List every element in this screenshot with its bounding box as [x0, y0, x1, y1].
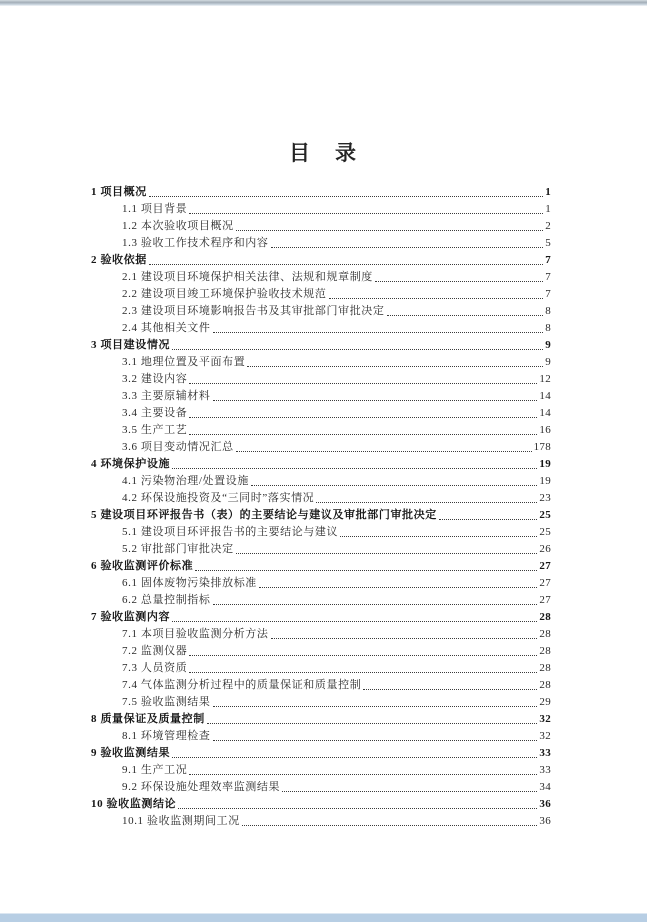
toc-entry[interactable]: [91, 489, 551, 506]
toc-entry-page-number: 27: [539, 560, 551, 572]
toc-entry-label: 7.5 验收监测结果: [122, 696, 211, 708]
toc-entry[interactable]: [91, 540, 551, 557]
toc-entry[interactable]: [91, 353, 551, 370]
toc-entry-label: 8.1 环境管理检查: [122, 730, 211, 742]
toc-entry[interactable]: [91, 217, 551, 234]
toc-entry-page-number: 16: [539, 424, 551, 436]
leader-dots: [363, 689, 537, 690]
toc-entry-label: 4.1 污染物治理/处置设施: [122, 475, 249, 487]
toc-entry-label: 3.4 主要设备: [122, 407, 188, 419]
toc-entry-label: 5 建设项目环评报告书（表）的主要结论与建议及审批部门审批决定: [91, 509, 437, 521]
toc-entry-page-number: 7: [545, 254, 551, 266]
toc-entry-label: 10 验收监测结论: [91, 798, 177, 810]
toc-entry-label: 9.2 环保设施处理效率监测结果: [122, 781, 281, 793]
toc-entry-page-number: 33: [539, 747, 551, 759]
toc-entry-label: 1 项目概况: [91, 186, 147, 198]
leader-dots: [149, 196, 543, 197]
toc-entry-page-number: 28: [539, 628, 551, 640]
toc-entry-page-number: 32: [539, 730, 551, 742]
toc-entry-page-number: 9: [545, 356, 551, 368]
toc-entry-page-number: 14: [539, 390, 551, 402]
leader-dots: [172, 757, 537, 758]
leader-dots: [213, 740, 538, 741]
toc-entry-page-number: 27: [539, 577, 551, 589]
toc-entry-page-number: 9: [545, 339, 551, 351]
toc-entry-label: 1.3 验收工作技术程序和内容: [122, 237, 269, 249]
leader-dots: [189, 213, 543, 214]
toc-title: 目 录: [289, 141, 358, 165]
toc-entry-page-number: 29: [539, 696, 551, 708]
toc-entry[interactable]: [91, 234, 551, 251]
toc-entry-page-number: 19: [539, 475, 551, 487]
leader-dots: [178, 808, 537, 809]
toc-entry-page-number: 36: [539, 798, 551, 810]
toc-entry-page-number: 28: [539, 645, 551, 657]
leader-dots: [271, 638, 538, 639]
toc-entry-label: 6.2 总量控制指标: [122, 594, 211, 606]
toc-entry[interactable]: [91, 710, 551, 727]
toc-entry-label: 7.2 监测仪器: [122, 645, 188, 657]
viewer-top-edge: [0, 0, 647, 6]
leader-dots: [189, 434, 537, 435]
toc-list: [91, 183, 551, 829]
leader-dots: [172, 621, 537, 622]
toc-entry-label: 3 项目建设情况: [91, 339, 171, 351]
toc-entry[interactable]: [91, 676, 551, 693]
toc-entry[interactable]: [91, 285, 551, 302]
toc-entry-page-number: 14: [539, 407, 551, 419]
toc-entry-page-number: 1: [545, 203, 551, 215]
leader-dots: [236, 451, 532, 452]
leader-dots: [329, 298, 544, 299]
toc-entry-label: 9 验收监测结果: [91, 747, 171, 759]
toc-entry-page-number: 19: [539, 458, 551, 470]
toc-entry-label: 8 质量保证及质量控制: [91, 713, 205, 725]
toc-entry-page-number: 178: [533, 441, 551, 453]
toc-entry-page-number: 28: [539, 679, 551, 691]
toc-entry-label: 6 验收监测评价标准: [91, 560, 194, 572]
toc-entry-page-number: 25: [539, 509, 551, 521]
leader-dots: [259, 587, 537, 588]
leader-dots: [282, 791, 537, 792]
toc-entry[interactable]: [91, 557, 551, 574]
leader-dots: [213, 400, 538, 401]
toc-entry-page-number: 7: [545, 271, 551, 283]
toc-entry-page-number: 1: [545, 186, 551, 198]
toc-entry[interactable]: [91, 370, 551, 387]
toc-entry[interactable]: [91, 727, 551, 744]
toc-entry-label: 3.1 地理位置及平面布置: [122, 356, 246, 368]
toc-entry-label: 2.3 建设项目环境影响报告书及其审批部门审批决定: [122, 305, 385, 317]
toc-entry[interactable]: [91, 693, 551, 710]
leader-dots: [251, 485, 537, 486]
leader-dots: [236, 230, 543, 231]
toc-entry[interactable]: [91, 183, 551, 200]
leader-dots: [387, 315, 544, 316]
toc-entry[interactable]: [91, 795, 551, 812]
toc-entry[interactable]: [91, 268, 551, 285]
toc-entry-label: 7.4 气体监测分析过程中的质量保证和质量控制: [122, 679, 362, 691]
leader-dots: [213, 604, 538, 605]
toc-entry[interactable]: [91, 523, 551, 540]
toc-entry-page-number: 27: [539, 594, 551, 606]
leader-dots: [271, 247, 544, 248]
toc-entry[interactable]: [91, 625, 551, 642]
leader-dots: [242, 825, 538, 826]
toc-entry-label: 1.1 项目背景: [122, 203, 188, 215]
toc-entry[interactable]: [91, 455, 551, 472]
toc-entry[interactable]: [91, 251, 551, 268]
leader-dots: [195, 570, 537, 571]
toc-entry-label: 5.1 建设项目环评报告书的主要结论与建议: [122, 526, 339, 538]
toc-entry-label: 2.4 其他相关文件: [122, 322, 211, 334]
toc-entry[interactable]: [91, 591, 551, 608]
toc-entry-page-number: 2: [545, 220, 551, 232]
toc-entry-label: 2.2 建设项目竣工环境保护验收技术规范: [122, 288, 327, 300]
toc-entry-page-number: 5: [545, 237, 551, 249]
leader-dots: [189, 655, 537, 656]
toc-entry[interactable]: [91, 336, 551, 353]
leader-dots: [439, 519, 538, 520]
leader-dots: [189, 383, 537, 384]
toc-entry-label: 3.3 主要原辅材料: [122, 390, 211, 402]
toc-entry-label: 5.2 审批部门审批决定: [122, 543, 234, 555]
leader-dots: [149, 264, 543, 265]
toc-entry[interactable]: [91, 472, 551, 489]
toc-entry-page-number: 23: [539, 492, 551, 504]
toc-entry-label: 7 验收监测内容: [91, 611, 171, 623]
toc-entry-label: 6.1 固体废物污染排放标准: [122, 577, 257, 589]
toc-entry-page-number: 36: [539, 815, 551, 827]
toc-entry-page-number: 28: [539, 662, 551, 674]
leader-dots: [340, 536, 537, 537]
leader-dots: [213, 706, 538, 707]
leader-dots: [316, 502, 537, 503]
toc-entry-label: 4 环境保护设施: [91, 458, 171, 470]
toc-entry[interactable]: [91, 421, 551, 438]
toc-entry-page-number: 32: [539, 713, 551, 725]
toc-entry-label: 9.1 生产工况: [122, 764, 188, 776]
leader-dots: [207, 723, 538, 724]
leader-dots: [189, 774, 537, 775]
leader-dots: [236, 553, 538, 554]
toc-entry[interactable]: [91, 200, 551, 217]
toc-entry[interactable]: [91, 506, 551, 523]
toc-entry[interactable]: [91, 302, 551, 319]
toc-entry-label: 7.1 本项目验收监测分析方法: [122, 628, 269, 640]
toc-entry-page-number: 25: [539, 526, 551, 538]
toc-entry-page-number: 34: [539, 781, 551, 793]
leader-dots: [172, 468, 537, 469]
toc-entry[interactable]: [91, 761, 551, 778]
toc-entry-label: 1.2 本次验收项目概况: [122, 220, 234, 232]
leader-dots: [375, 281, 543, 282]
leader-dots: [189, 417, 537, 418]
toc-entry-page-number: 26: [539, 543, 551, 555]
toc-entry-page-number: 8: [545, 322, 551, 334]
toc-entry[interactable]: [91, 438, 551, 455]
toc-entry[interactable]: [91, 608, 551, 625]
toc-entry-page-number: 8: [545, 305, 551, 317]
toc-entry-page-number: 28: [539, 611, 551, 623]
toc-entry[interactable]: [91, 387, 551, 404]
toc-entry-label: 3.5 生产工艺: [122, 424, 188, 436]
toc-entry[interactable]: [91, 659, 551, 676]
leader-dots: [247, 366, 543, 367]
toc-entry-page-number: 7: [545, 288, 551, 300]
toc-entry[interactable]: [91, 642, 551, 659]
toc-entry-page-number: 12: [539, 373, 551, 385]
toc-entry[interactable]: [91, 319, 551, 336]
leader-dots: [213, 332, 544, 333]
toc-entry-label: 3.6 项目变动情况汇总: [122, 441, 234, 453]
toc-entry-label: 7.3 人员资质: [122, 662, 188, 674]
toc-entry[interactable]: [91, 778, 551, 795]
toc-entry[interactable]: [91, 404, 551, 421]
toc-entry[interactable]: [91, 812, 551, 829]
leader-dots: [172, 349, 543, 350]
toc-entry[interactable]: [91, 574, 551, 591]
viewer-bottom-edge: [0, 913, 647, 922]
toc-entry[interactable]: [91, 744, 551, 761]
toc-entry-label: 2.1 建设项目环境保护相关法律、法规和规章制度: [122, 271, 373, 283]
leader-dots: [189, 672, 537, 673]
toc-entry-label: 2 验收依据: [91, 254, 147, 266]
toc-entry-label: 4.2 环保设施投资及“三同时”落实情况: [122, 492, 315, 504]
toc-entry-label: 3.2 建设内容: [122, 373, 188, 385]
toc-entry-page-number: 33: [539, 764, 551, 776]
toc-entry-label: 10.1 验收监测期间工况: [122, 815, 240, 827]
